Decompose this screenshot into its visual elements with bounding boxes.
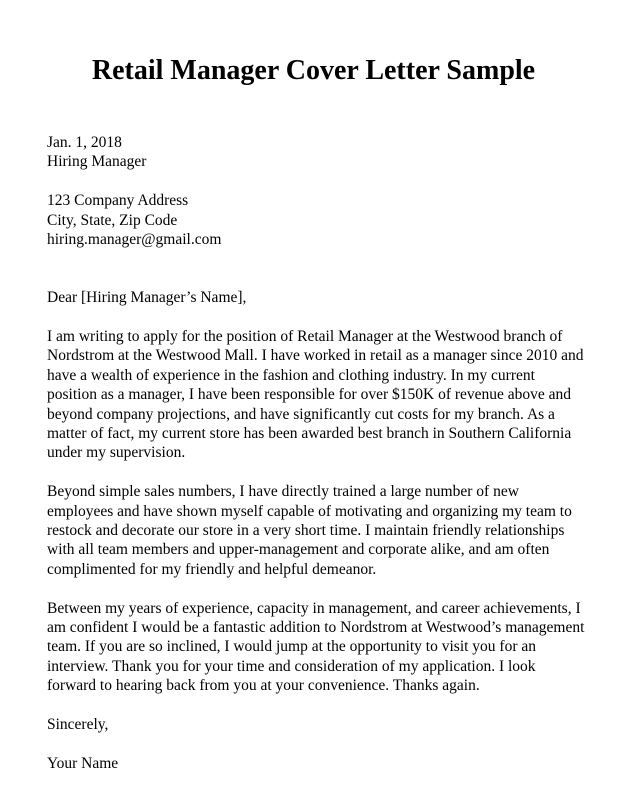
date-sender-block xyxy=(47,133,585,172)
address-line-1: 123 Company Address xyxy=(47,192,189,210)
address-block xyxy=(47,191,585,249)
body-paragraph-1: I am writing to apply for the position of Retail Manager at the Westwood branch of Nordstrom at the Westwood Mall. I have worked in retail as a manager since 2010 and have a wealth of experience in the fashion and clothing industry. In my current position as a manager, I have been responsible for over $150K of revenue above and beyond company projections, and have significantly cut costs for my branch. As a matter of fact, my current store has been awarded best branch in Southern California under my supervision. xyxy=(47,328,584,462)
sender-line: Hiring Manager xyxy=(47,153,147,171)
page-title: Retail Manager Cover Letter Sample xyxy=(91,55,536,86)
body-paragraph-2: Beyond simple sales numbers, I have directly trained a large number of new employees and have shown myself capable of motivating and organizing my team to restock and decorate our store in a very short time. I maintain friendly relationships with all team members and upper-management and corporate alike, and am often complimented for my friendly and helpful demeanor. xyxy=(47,483,572,578)
body-paragraph-3: Between my years of experience, capacity in management, and career achievements, I am confident I would be a fantastic addition to Nordstrom at Westwood’s management team. If you are so inclined, I would jump at the opportunity to visit you for an interview. Thank you for your time and consideration of my application. I look forward to hearing back from you at your convenience. Thanks again. xyxy=(47,599,585,695)
date-line: Jan. 1, 2018 xyxy=(47,134,122,151)
address-line-2: City, State, Zip Code xyxy=(47,211,178,229)
closing-line: Sincerely, xyxy=(47,716,109,734)
email-line: hiring.manager@gmail.com xyxy=(47,231,222,249)
salutation-line: Dear [Hiring Manager’s Name], xyxy=(47,289,247,307)
letter-body xyxy=(47,133,585,773)
signature-line: Your Name xyxy=(47,754,119,772)
